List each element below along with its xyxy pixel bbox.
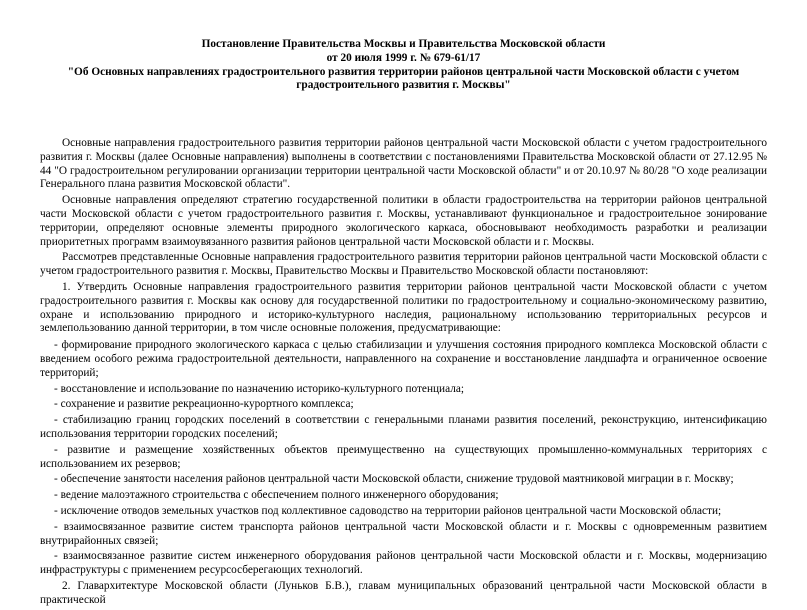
list-item: - сохранение и развитие рекреационно-курортного комплекса; [54,398,354,411]
list-item: - стабилизацию границ городских поселений в соответствии с генеральными планами развития поселений, реконструкцию, интенсификацию использования территории городских поселений; [40,414,767,440]
list-item: - взаимосвязанное развитие систем инженерного оборудования районов центральной части Московской области и г. Москвы, модернизацию инфраструктуры с применением ресурсосберегающих технологий. [40,550,767,577]
list-item: - формирование природного экологического каркаса с целью стабилизации и улучшения состояния природного комплекса Московской области с введением особого режима градостроительной деятельности, направленного на сохранение и восстановление ландшафта и ограниченное освоение территорий; [40,339,767,379]
list-item: - восстановление и использование по назначению историко-культурного потенциала; [54,382,464,395]
paragraph-strategy: Основные направления определяют стратегию государственной политики в области градостроительства на территории районов центральной части Московской области с учетом градостроительного развития г. Москвы, устанавливают функциональное и градостроительное зонирование территории, определяют основные элементы природного экологического каркаса, обосновывают необходимость разработки и реализации приоритетных программ взаимоувязанного развития районов центральной части Московской области и г. Москвы. [40,194,767,248]
list-item: - взаимосвязанное развитие систем транспорта районов центральной части Московской области и г. Москвы с одновременным развитием внутрирайонных связей; [40,520,767,547]
list-item: - развитие и размещение хозяйственных объектов преимущественно на существующих промышленно-коммунальных территориях с использованием их резервов; [40,443,767,470]
paragraph-item-1: 1. Утвердить Основные направления градостроительного развития территории районов центральной части Московской области с учетом градостроительного развития г. Москвы как основу для государственной политики по градостроительному и социально-экономическому развитию, охране и использованию природного и историко-культурного наследия, рациональному использованию территориальных ресурсов и землепользованию данной территории, в том числе основные положения, предусматривающие: [40,280,767,335]
document-body [40,137,767,610]
paragraph-item-2: 2. Главархитектуре Московской области (Луньков Б.В.), главам муниципальных образований центральной части Московской области в практической [40,579,767,606]
list-item: - исключение отводов земельных участков под коллективное садоводство на территории районов центральной части Московской области; [54,504,722,517]
title-line-4: градостроительного развития г. Москвы" [296,79,511,92]
title-line-2: от 20 июля 1999 г. № 679-61/17 [326,51,481,64]
paragraph-resolution: Рассмотрев представленные Основные направления градостроительного развития территории районов центральной части Московской области с учетом градостроительного развития г. Москвы, Правительство Москвы и Правительство Московской области постановляют: [40,251,767,278]
list-item: - обеспечение занятости населения районов центральной части Московской области, снижение трудовой маятниковой миграции в г. Москву; [54,473,734,486]
list-item: - ведение малоэтажного строительства с обеспечением полного инженерного оборудования; [54,489,499,502]
paragraph-intro: Основные направления градостроительного развития территории районов центральной части Московской области с учетом градостроительного развития г. Москвы (далее Основные направления) выполнены в соответствии с постановлениями Правительства Московской области от 27.12.95 № 44 "О градостроительном регулировании организации территории центральной части Московской области" и от 20.10.97 № 80/28 "О ходе реализации Генерального плана развития Московской области". [40,137,767,191]
title-line-1: Постановление Правительства Москвы и Правительства Московской области [201,38,606,50]
document-title [40,38,767,93]
title-line-3: "Об Основных направлениях градостроительного развития территории районов центральной части Московской области с учетом [67,65,740,78]
